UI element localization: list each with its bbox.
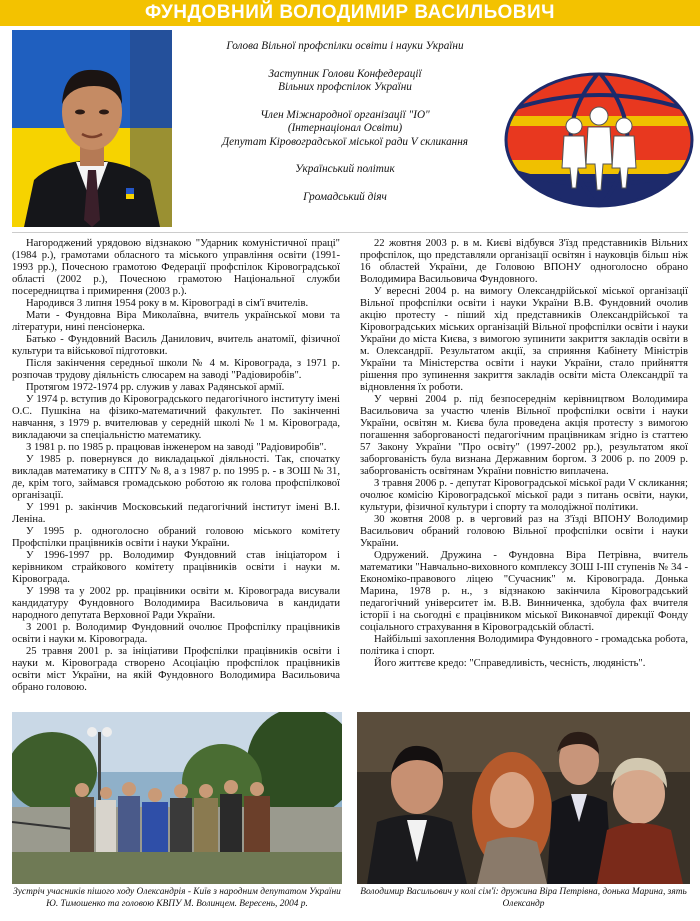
march-group-photo: [12, 712, 342, 884]
bio-paragraph: У 1996-1997 рр. Володимир Фундовний став ініціатором і керівником страйкового комітету працівників освіти і науки м. Кіровограда.: [12, 550, 340, 585]
union-emblem-logo: [502, 70, 696, 210]
title-line: Український політик: [295, 163, 395, 175]
title-line: Заступник Голови Конфедерації: [268, 67, 422, 80]
bio-paragraph: Батько - Фундовний Василь Данилович, вчитель анатомії, фізичної культури та військової підготовки.: [12, 334, 340, 357]
bio-paragraph: Протягом 1972-1974 рр. служив у лавах Радянської армії.: [26, 382, 285, 393]
page-title: ФУНДОВНИЙ ВОЛОДИМИР ВАСИЛЬОВИЧ: [144, 2, 556, 23]
section-divider: [12, 232, 688, 233]
photo-caption: Володимир Васильович у колі сім'ї: дружина Віра Петрівна, донька Марина, зять Олександр: [360, 887, 687, 909]
bio-paragraph: У вересні 2004 р. на вимогу Олександрійської міської організації Вільної профспілки освіти і науки України В.В. Фундовний очолив акцію протесту - піший хід представників Олександрійської та Кіровоградських міських організацій Вільної профспілки освіти і науки України до міста Києва, з вимогою зупинити закриття закладів освіти в м. Олександрії. Результатом акції, за сприяння Кабінету Міністрів України та Міністерства освіти і науки України, стало прийняття рішення про зупинення закриття закладів освіти міста Олександрії та відновлення їх роботи.: [360, 286, 688, 393]
bio-paragraph: Після закінчення середньої школи № 4 м. Кіровограда, з 1971 р. розпочав трудову діяльність слюсарем на заводі "Радіовиробів".: [12, 358, 340, 381]
bio-paragraph: Одружений. Дружина - Фундовна Віра Петрівна, вчитель математики "Навчально-виховного комплексу ЗОШ І-ІІІ ступенів № 34 - Економіко-правового ліцею "Сучасник" м. Кіровограда. Донька Марина, 1978 р. н., з відзнакою закінчила Кіровоградський педагогічний університет ім. В.В. Винниченка, здобула фах вчителя історії і на сьогодні є працівником міської Виконавчої дирекції Фонду соціального страхування в Кіровоградській області.: [360, 550, 688, 633]
title-line: Громадський діяч: [303, 190, 387, 203]
bio-paragraph: 25 травня 2001 р. за ініціативи Профспілки працівників освіти і науки м. Кіровограда створено Асоціацію профспілок працівників освіти міст України, на якій Фундовного Володимира Васильовича обрано головою.: [12, 646, 340, 693]
bio-paragraph: У червні 2004 р. під безпосереднім керівництвом Володимира Васильовича за участю членів Вільної профспілки освіти і науки України, освітян м. Києва була проведена акція протесту з вимогою погашення заборгованості педагогічним працівникам згідно із статтею 57 Закону України "Про освіту" (1997-2002 рр.), результатом якої заборгованість була визнана Державним боргом. З 2006 р. по 2009 р. заборгованість освітянам України повністю виплачена.: [360, 394, 688, 477]
bio-paragraph: 30 жовтня 2008 р. в черговий раз на З'їзді ВПОНУ Володимир Васильович обраний головою Вільної профспілки освіти і науки України.: [360, 514, 688, 549]
title-line: Голова Вільної профспілки освіти і науки України: [226, 40, 464, 52]
bio-paragraph: Його життєве кредо: "Справедливість, чесність, людяність".: [374, 658, 646, 669]
title-line: Депутат Кіровоградської міської ради V скликання: [222, 135, 468, 148]
position-titles: [190, 40, 500, 218]
bio-paragraph: У 1991 р. закінчив Московський педагогічний інститут імені В.І. Леніна.: [12, 502, 340, 525]
bio-paragraph: У 1995 р. одноголосно обраний головою міського комітету Профспілки працівників освіти і науки України.: [12, 526, 340, 549]
bio-paragraph: З 2001 р. Володимир Фундовний очолює Профспілку працівників освіти і науки м. Кіровограда.: [12, 622, 340, 645]
bio-paragraph: З 1981 р. по 1985 р. працював інженером на заводі "Радіовиробів".: [26, 442, 327, 453]
bio-paragraph: У 1998 та у 2002 рр. працівники освіти м. Кіровограда висували кандидатуру Фундовного Володимира Васильовича в кандидати народного депутата Верховної Ради України.: [12, 586, 340, 621]
biography-column-left: [12, 238, 340, 694]
bio-paragraph: Мати - Фундовна Віра Миколаївна, вчитель української мови та літератури, нині пенсіонерка.: [12, 310, 340, 333]
portrait-photo: [12, 30, 172, 227]
bio-paragraph: У 1974 р. вступив до Кіровоградського педагогічного інституту імені О.С. Пушкіна на фізико-математичний факультет. По закінченні навчання, з 1979 р. вчителював у середній школі № 1 м. Кіровограда, викладаючи за спеціальністю математику.: [12, 394, 340, 441]
biography-column-right: [360, 238, 688, 670]
bio-paragraph: Найбільші захоплення Володимира Фундовного - громадська робота, політика і спорт.: [360, 634, 688, 657]
title-line: Вільних профспілок України: [278, 81, 412, 93]
title-banner: [0, 0, 700, 26]
title-line: Член Міжнародної організації "ІО": [260, 108, 430, 121]
photo-caption: Зустріч учасників пішого ходу Олександрія - Київ з народним депутатом України Ю. Тимошенко та головою КВПУ М. Волинцем. Вересень, 2004 р.: [13, 887, 341, 909]
bio-paragraph: У 1985 р. повернувся до викладацької діяльності. Так, спочатку викладав математику в СПТУ № 8, а з 1987 р. по 1995 р. - в ЗОШ № 31, де, крім того, займався громадською роботою як голова профспілкової організації.: [12, 454, 340, 501]
bio-paragraph: З травня 2006 р. - депутат Кіровоградської міської ради V скликання; очолює комісію Кіровоградської міської ради з питань освіти, науки, культури, фізичної культури і спорту та молодіжної політики.: [360, 478, 688, 513]
family-photo: [357, 712, 690, 884]
bio-paragraph: Нагороджений урядовою відзнакою "Ударник комуністичної праці" (1984 р.), грамотами обласного та міського управління освіти (1991-1993 рр.), Почесною грамотою Федерації профспілок Кіровоградської області (2002 р.), Почесною грамотою Національної служби посередництва і примирення (2003 р.).: [12, 238, 340, 297]
title-line: (Інтернаціонал Освіти): [287, 122, 403, 134]
bio-paragraph: 22 жовтня 2003 р. в м. Києві відбувся З'їзд представників Вільних профспілок, що представляли організації освітян і науковців більш ніж 16 областей України, де Головою ВПОНУ одноголосно обрано Володимира Васильовича Фундовного.: [360, 238, 688, 285]
bio-paragraph: Народився 3 липня 1954 року в м. Кіровограді в сім'ї вчителів.: [26, 298, 309, 309]
